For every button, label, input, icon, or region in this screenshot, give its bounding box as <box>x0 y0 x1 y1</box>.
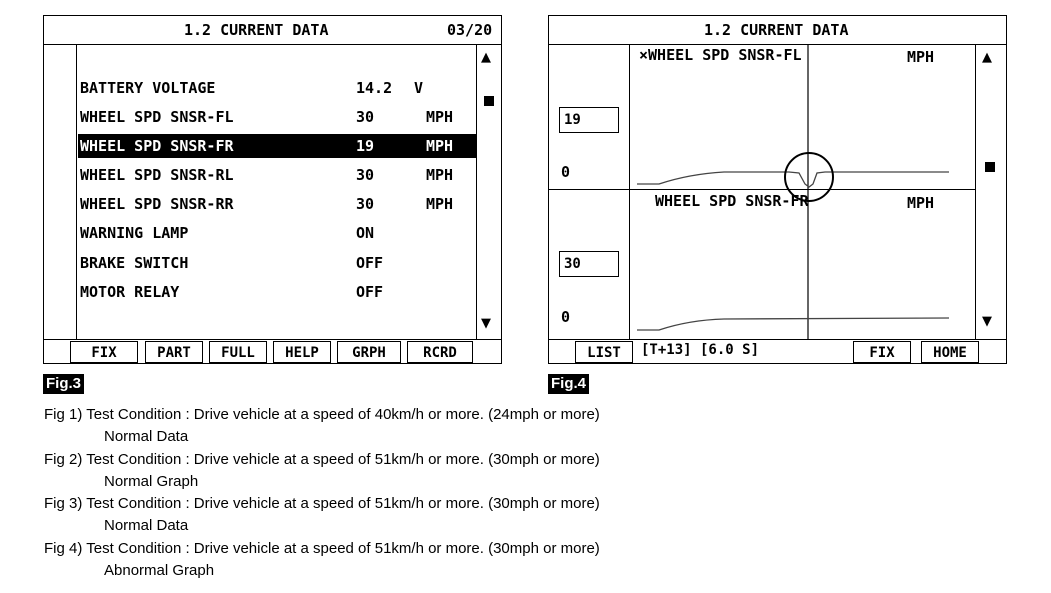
fig3-title: 1.2 CURRENT DATA <box>184 21 329 39</box>
data-row-value: 14.2 <box>356 79 393 97</box>
data-row-name: WHEEL SPD SNSR-RL <box>80 166 234 184</box>
scroll-thumb[interactable] <box>985 162 995 172</box>
caption-subline: Normal Data <box>104 428 189 445</box>
data-row-name: BRAKE SWITCH <box>80 254 189 272</box>
graph1-name: ×WHEEL SPD SNSR-FL <box>639 46 802 64</box>
data-row[interactable] <box>78 221 476 245</box>
data-row-name: MOTOR RELAY <box>80 283 180 301</box>
rcrd-button[interactable]: RCRD <box>407 341 473 363</box>
data-row-name: WARNING LAMP <box>80 224 189 242</box>
time-info: [T+13] [6.0 S] <box>641 342 760 358</box>
data-row[interactable] <box>78 251 476 275</box>
graph2-unit: MPH <box>907 194 935 212</box>
data-row-value: 30 <box>356 166 375 184</box>
scroll-up-arrow-icon[interactable]: ▲ <box>481 50 491 65</box>
fig4-scrollbar-divider <box>975 44 976 339</box>
graph1-zero-label: 0 <box>561 163 571 181</box>
scroll-up-arrow-icon[interactable]: ▲ <box>982 50 992 65</box>
fix-button[interactable]: FIX <box>853 341 911 363</box>
data-row[interactable] <box>78 280 476 304</box>
data-row-value: ON <box>356 224 375 242</box>
fig3-label: Fig.3 <box>43 374 84 394</box>
scroll-thumb[interactable] <box>484 96 494 106</box>
data-row-value: OFF <box>356 254 384 272</box>
fig3-title-divider <box>44 44 501 45</box>
data-row-value: OFF <box>356 283 384 301</box>
caption-line: Fig 2) Test Condition : Drive vehicle at a speed of 51km/h or more. (30mph or more) <box>44 450 600 468</box>
fig3-left-margin-divider <box>76 44 77 339</box>
data-row-value: 30 <box>356 108 375 126</box>
grph-button[interactable]: GRPH <box>337 341 401 363</box>
data-row-value: 30 <box>356 195 375 213</box>
data-row-name: WHEEL SPD SNSR-FR <box>80 137 234 155</box>
data-row-unit: V <box>414 79 424 97</box>
graph1-anomaly-circle <box>785 153 833 201</box>
data-row-name: WHEEL SPD SNSR-FL <box>80 108 234 126</box>
graph1-value-box: 19 <box>559 107 619 133</box>
scroll-down-arrow-icon[interactable]: ▼ <box>481 316 491 331</box>
caption-line: Fig 3) Test Condition : Drive vehicle at a speed of 51km/h or more. (30mph or more) <box>44 495 600 512</box>
graph2-name: WHEEL SPD SNSR-FR <box>655 192 809 210</box>
data-row-unit: MPH <box>426 108 454 126</box>
fig4-scan-screen <box>548 15 1007 364</box>
graph1-unit: MPH <box>907 48 935 66</box>
caption-line: Fig 4) Test Condition : Drive vehicle at a speed of 51km/h or more. (30mph or more) <box>44 539 600 557</box>
data-row[interactable] <box>78 192 476 216</box>
caption-subline: Normal Data <box>104 517 189 534</box>
fix-button[interactable]: FIX <box>70 341 138 363</box>
full-button[interactable]: FULL <box>209 341 267 363</box>
caption-subline: Normal Graph <box>104 472 199 490</box>
data-row-name: BATTERY VOLTAGE <box>80 79 216 97</box>
caption-subline: Abnormal Graph <box>104 561 215 579</box>
fig4-label: Fig.4 <box>548 374 589 394</box>
fig3-scrollbar-divider <box>476 44 477 339</box>
fig4-graph-plot <box>629 44 975 339</box>
fig3-button-bar <box>44 341 501 363</box>
part-button[interactable]: PART <box>145 341 203 363</box>
data-row-name: WHEEL SPD SNSR-RR <box>80 195 234 213</box>
graph2-trace <box>637 318 949 330</box>
data-row[interactable] <box>78 76 476 100</box>
fig3-page-indicator: 03/20 <box>447 21 493 39</box>
data-row-unit: MPH <box>426 166 454 184</box>
data-row[interactable] <box>78 105 476 129</box>
graph2-zero-label: 0 <box>561 308 571 326</box>
graph1-trace <box>637 172 949 187</box>
fig4-button-divider <box>549 339 1006 340</box>
list-button[interactable]: LIST <box>575 341 633 363</box>
fig3-scan-screen <box>43 15 502 364</box>
data-row-unit: MPH <box>426 195 454 213</box>
fig4-title: 1.2 CURRENT DATA <box>704 21 849 39</box>
scroll-down-arrow-icon[interactable]: ▼ <box>982 314 992 329</box>
graph2-value-box: 30 <box>559 251 619 277</box>
fig4-button-bar <box>549 341 1006 363</box>
fig3-button-divider <box>44 339 501 340</box>
help-button[interactable]: HELP <box>273 341 331 363</box>
data-row[interactable] <box>78 134 476 158</box>
home-button[interactable]: HOME <box>921 341 979 363</box>
caption-line: Fig 1) Test Condition : Drive vehicle at a speed of 40km/h or more. (24mph or more) <box>44 406 600 423</box>
data-row[interactable] <box>78 163 476 187</box>
data-row-unit: MPH <box>426 137 454 155</box>
data-row-value: 19 <box>356 137 375 155</box>
